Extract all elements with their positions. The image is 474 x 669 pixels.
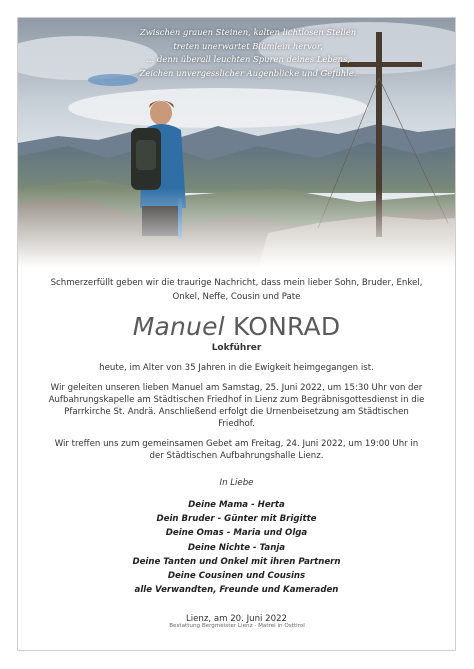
- mountain-photo: [18, 18, 455, 268]
- quote-line: Zwischen grauen Steinen, kalten lichtlosen Stellen: [139, 27, 357, 37]
- profession: Lokführer: [211, 343, 262, 353]
- first-name: Manuel: [132, 312, 225, 341]
- last-name: KONRAD: [232, 312, 341, 341]
- funeral-text: Wir geleiten unseren lieben Manuel am Samstag, 25. Juni 2022, um 15:30 Uhr von der Aufbahrungskapelle am Städtischen Friedhof in Lienz zum Begräbnisgottesdienst in die Pfarrkirche St. Andrä. Anschließend erfolgt die Urnenbeisetzung am Städtischen Friedhof.: [48, 383, 425, 429]
- intro-text: Schmerzerfüllt geben wir die traurige Nachricht, dass mein lieber Sohn, Bruder, Enkel, Onkel, Neffe, Cousin und Pate: [50, 278, 423, 302]
- deceased-name: [18, 312, 455, 342]
- prayer-text: Wir treffen uns zum gemeinsamen Gebet am Freitag, 24. Juni 2022, um 19:00 Uhr in der Städtischen Aufbahrungshalle Lienz.: [54, 439, 419, 461]
- quote-line: treten unerwartet Blümlein hervor,: [173, 40, 323, 51]
- obituary-card: [17, 17, 456, 651]
- memorial-quote: [98, 26, 398, 80]
- obituary-text: [18, 276, 455, 624]
- in-love-label: In Liebe: [219, 478, 254, 488]
- family-line: Deine Nichte - Tanja: [187, 542, 286, 553]
- family-line: Dein Bruder - Günter mit Brigitte: [156, 514, 317, 525]
- family-line: Deine Mama - Herta: [188, 500, 285, 510]
- family-list: [18, 498, 455, 597]
- family-line: Deine Tanten und Onkel mit ihren Partnern: [132, 556, 341, 567]
- family-line: Deine Omas - Maria und Olga: [165, 528, 308, 539]
- family-line: Deine Cousinen und Cousins: [167, 571, 306, 582]
- family-line: alle Verwandten, Freunde und Kameraden: [134, 585, 339, 596]
- quote-line: Zeichen unvergesslicher Augenblicke und Gefühle.: [139, 67, 357, 78]
- funeral-home-footer: Bestattung Bergmeister Lienz - Matrei in Osttirol: [169, 623, 305, 629]
- quote-line: … denn überall leuchten Spuren deines Lebens,: [145, 54, 351, 65]
- place-date: Lienz, am 20. Juni 2022: [185, 614, 288, 625]
- age-text: heute, im Alter von 35 Jahren in die Ewigkeit heimgegangen ist.: [99, 363, 374, 373]
